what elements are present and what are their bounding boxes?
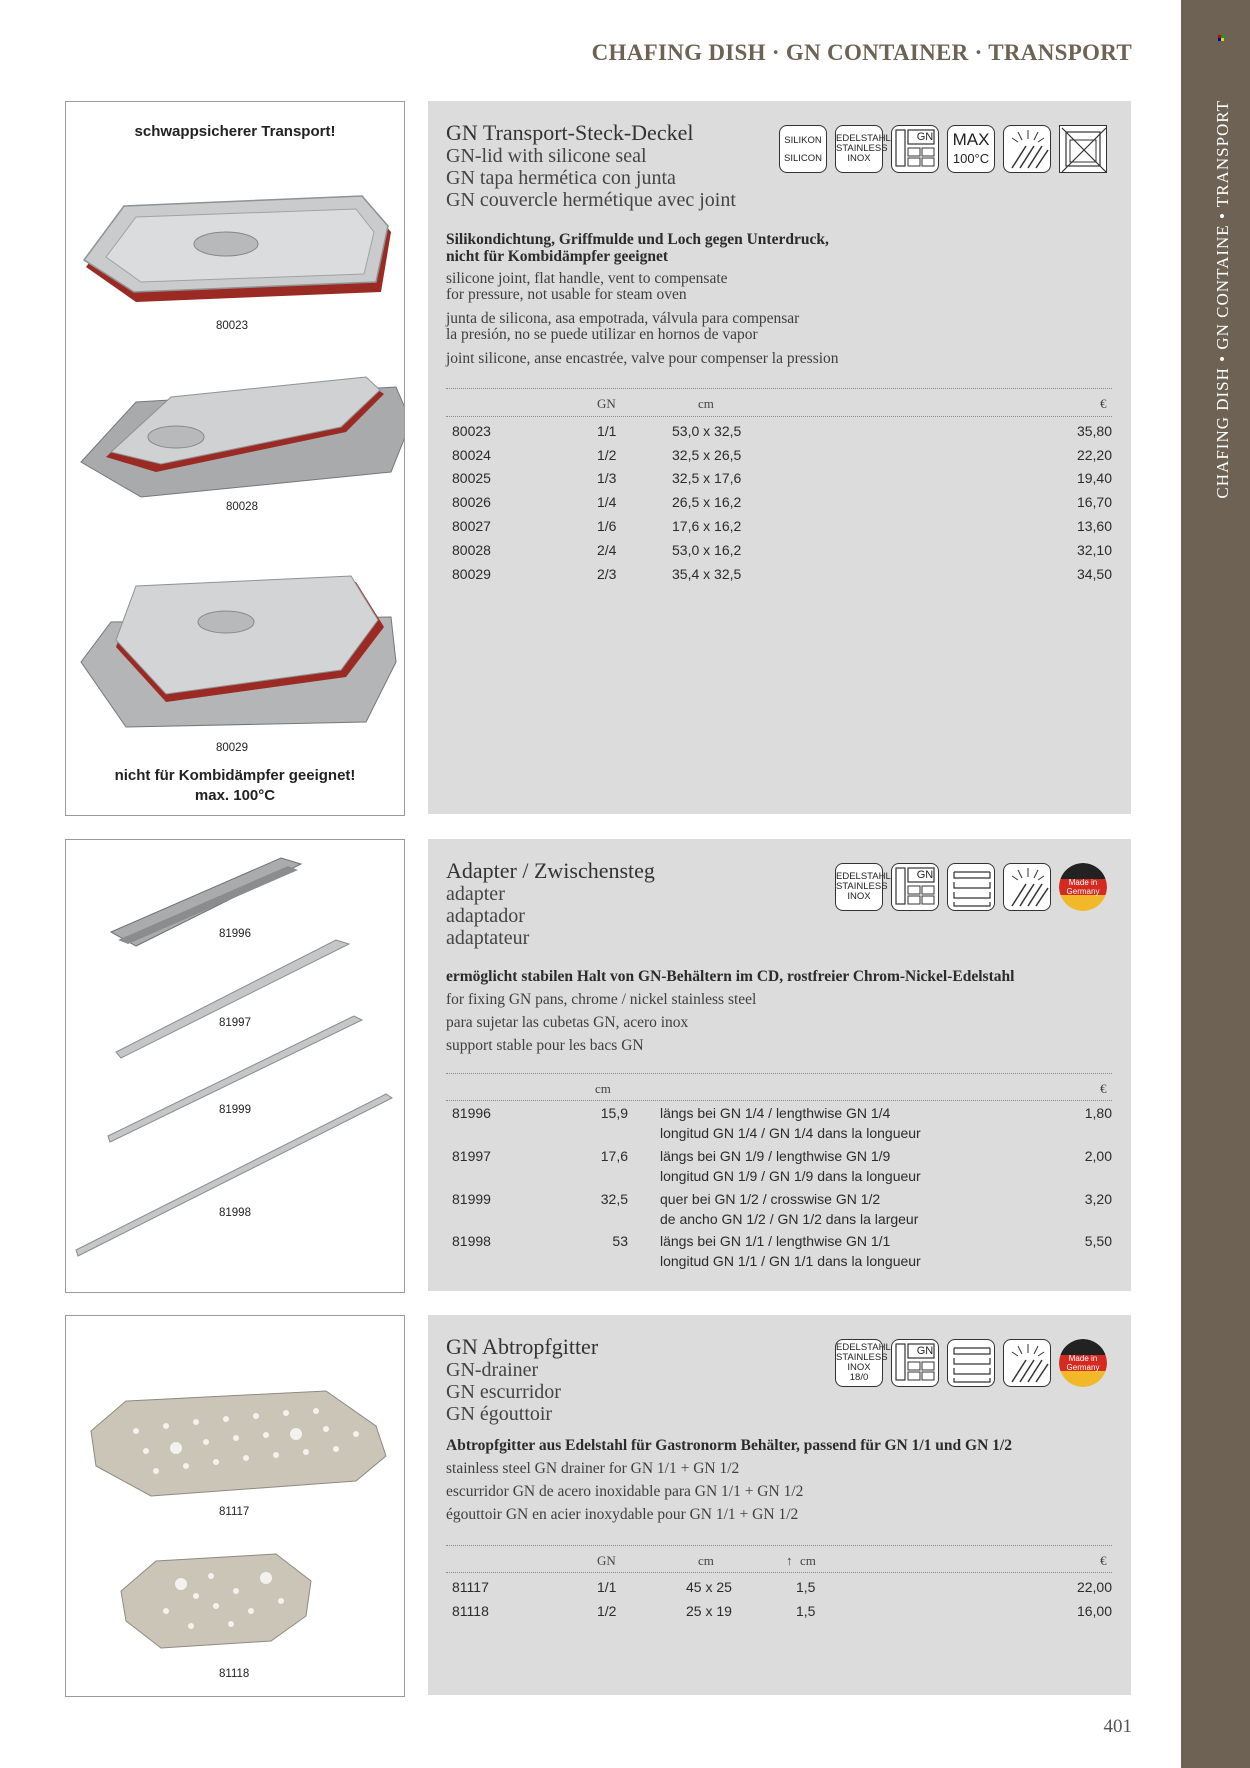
product-description: égouttoir GN en acier inoxydable pour GN 1/1 + GN 1/2: [446, 1506, 799, 1523]
table-divider: [446, 1100, 1112, 1101]
table-row: 80024 1/2 32,5 x 26,5 22,20: [452, 447, 1112, 463]
made-in-germany-icon: Made in Germany: [1059, 863, 1107, 911]
dishwasher-icon: [1003, 1339, 1051, 1387]
max-temperature-icon: MAX 100°C: [947, 125, 995, 173]
product-description-de: Abtropfgitter aus Edelstahl für Gastronorm Behälter, passend für GN 1/1 und GN 1/2: [446, 1437, 1012, 1454]
table-header: cm: [698, 396, 714, 411]
image-label: 80028: [226, 501, 258, 513]
product-subtitle: GN égouttoir: [446, 1403, 553, 1425]
stackable-icon: [947, 863, 995, 911]
table-row: 81117 1/1 45 x 25 1,5 22,00: [452, 1579, 1112, 1595]
table-row: 80028 2/4 53,0 x 16,2 32,10: [452, 542, 1112, 558]
product-subtitle: GN tapa hermética con junta: [446, 167, 676, 189]
product-subtitle: GN escurridor: [446, 1381, 561, 1403]
stackable-icon: [947, 1339, 995, 1387]
stainless-steel-icon: EDELSTAHL STAINLESS INOX: [835, 125, 883, 173]
page-number: 401: [1103, 1716, 1132, 1737]
image-caption: max. 100°C: [194, 787, 276, 804]
table-row: 80029 2/3 35,4 x 32,5 34,50: [452, 566, 1112, 582]
silikon-icon: SILIKON SILICON: [779, 125, 827, 173]
image-caption: nicht für Kombidämpfer geeignet!: [114, 767, 356, 784]
table-divider: [446, 1572, 1112, 1573]
image-label: 81997: [219, 1017, 251, 1029]
lid-80028-illustration: [81, 377, 404, 497]
product-description: escurridor GN de acero inoxidable para GN 1/1 + GN 1/2: [446, 1483, 804, 1500]
image-label: 81117: [219, 1506, 250, 1518]
table-header: €: [1100, 396, 1107, 411]
image-label: 81118: [219, 1668, 250, 1680]
lid-80029-illustration: [81, 576, 396, 727]
table-row: 80027 1/6 17,6 x 16,2 13,60: [452, 518, 1112, 534]
lid-80023-illustration: [84, 196, 391, 302]
stainless-steel-icon: EDELSTAHL STAINLESS INOX: [835, 863, 883, 911]
product-info-panel: [428, 101, 1131, 814]
dishwasher-icon: [1003, 125, 1051, 173]
gn-icon: GN: [891, 1339, 939, 1387]
image-label: 80029: [216, 742, 248, 754]
table-header: cm: [800, 1553, 816, 1568]
adapter-bars-image: [66, 840, 404, 1292]
table-row: 81996 15,9 längs bei GN 1/4 / lengthwise GN 1/4 longitud GN 1/4 / GN 1/4 dans la longueur 1,80: [452, 1105, 1112, 1141]
product-description: for pressure, not usable for steam oven: [446, 286, 687, 303]
gn-icon: GN: [891, 863, 939, 911]
product-subtitle: GN-drainer: [446, 1359, 539, 1381]
table-row: 81118 1/2 25 x 19 1,5 16,00: [452, 1603, 1112, 1619]
gn-lid-image: [66, 102, 404, 815]
product-description: joint silicone, anse encastrée, valve pour compenser la pression: [446, 350, 839, 367]
image-label: 80023: [216, 320, 248, 332]
table-divider: [446, 1073, 1112, 1074]
table-row: 81999 32,5 quer bei GN 1/2 / crosswise GN 1/2 de ancho GN 1/2 / GN 1/2 dans la largeur 3,20: [452, 1191, 1112, 1227]
table-row: 80023 1/1 53,0 x 32,5 35,80: [452, 423, 1112, 439]
product-description: for fixing GN pans, chrome / nickel stainless steel: [446, 991, 757, 1008]
color-marks-icon: [1218, 35, 1226, 43]
product-subtitle: adapter: [446, 883, 505, 905]
table-header: cm: [595, 1081, 611, 1096]
dishwasher-icon: [1003, 863, 1051, 911]
table-row: 81998 53 längs bei GN 1/1 / lengthwise GN 1/1 longitud GN 1/1 / GN 1/1 dans la longueur 5,50: [452, 1233, 1112, 1269]
product-info-panel: [428, 839, 1131, 1291]
image-caption: schwappsicherer Transport!: [134, 123, 336, 140]
stainless-steel-icon: EDELSTAHL STAINLESS INOX 18/0: [835, 1339, 883, 1387]
product-description-de: Silikondichtung, Griffmulde und Loch gegen Unterdruck, nicht für Kombidämpfer geeignet: [446, 231, 829, 265]
table-row: 80026 1/4 26,5 x 16,2 16,70: [452, 494, 1112, 510]
product-description: silicone joint, flat handle, vent to compensate: [446, 270, 728, 287]
product-title: Adapter / Zwischensteg: [446, 858, 655, 883]
page-header-title: CHAFING DISH · GN CONTAINER · TRANSPORT: [591, 40, 1132, 65]
table-header: cm: [698, 1553, 714, 1568]
table-divider: [446, 388, 1112, 389]
product-image-panel: [65, 101, 405, 816]
product-image-panel: [65, 1315, 405, 1697]
table-row: 80025 1/3 32,5 x 17,6 19,40: [452, 470, 1112, 486]
product-description: la presión, no se puede utilizar en hornos de vapor: [446, 326, 758, 343]
product-title: GN Abtropfgitter: [446, 1334, 599, 1359]
product-subtitle: adaptateur: [446, 927, 530, 949]
height-arrow-icon: ↑: [786, 1553, 793, 1568]
product-subtitle: GN-lid with silicone seal: [446, 145, 647, 167]
product-subtitle: adaptador: [446, 905, 525, 927]
gn-icon: GN: [891, 125, 939, 173]
made-in-germany-icon: Made in Germany: [1059, 1339, 1107, 1387]
product-subtitle: GN couvercle hermétique avec joint: [446, 189, 736, 211]
product-title: GN Transport-Steck-Deckel: [446, 120, 694, 145]
no-oven-icon: [1059, 125, 1107, 173]
product-description: stainless steel GN drainer for GN 1/1 + GN 1/2: [446, 1460, 740, 1477]
image-label: 81998: [219, 1207, 251, 1219]
table-header: GN: [597, 1553, 616, 1568]
product-info-panel: [428, 1315, 1131, 1695]
product-description: support stable pour les bacs GN: [446, 1037, 644, 1054]
table-divider: [446, 1545, 1112, 1546]
table-header: €: [1100, 1553, 1107, 1568]
image-label: 81999: [219, 1104, 251, 1116]
table-header: €: [1100, 1081, 1107, 1096]
product-description-de: ermöglicht stabilen Halt von GN-Behältern im CD, rostfreier Chrom-Nickel-Edelstahl: [446, 968, 1015, 985]
table-row: 81997 17,6 längs bei GN 1/9 / lengthwise GN 1/9 longitud GN 1/9 / GN 1/9 dans la longueur 2,00: [452, 1148, 1112, 1184]
product-image-panel: [65, 839, 405, 1293]
product-description: junta de silicona, asa empotrada, válvula para compensar: [446, 310, 800, 327]
table-header: GN: [597, 396, 616, 411]
product-description: para sujetar las cubetas GN, acero inox: [446, 1014, 689, 1031]
image-label: 81996: [219, 928, 251, 940]
table-divider: [446, 416, 1112, 417]
